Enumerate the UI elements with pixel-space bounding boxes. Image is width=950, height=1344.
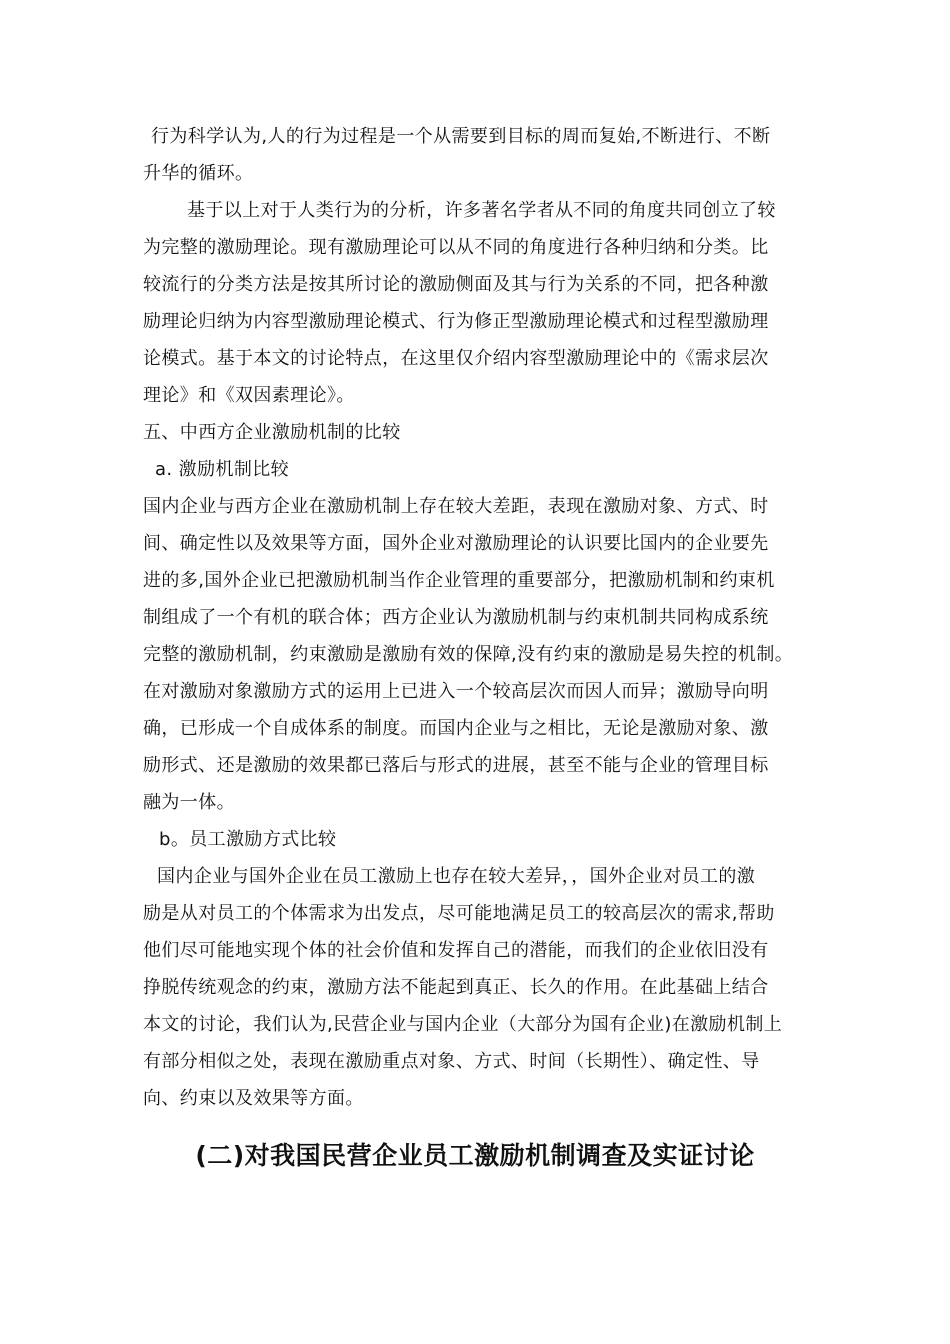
text-line: 基于以上对于人类行为的分析，许多著名学者从不同的角度共同创立了较 bbox=[187, 200, 776, 221]
text-line: 励形式、还是激励的效果都已落后与形式的进展，甚至不能与企业的管理目标 bbox=[143, 755, 769, 776]
text-line: 有部分相似之处，表现在激励重点对象、方式、时间（长期性）、确定性、导 bbox=[143, 1051, 760, 1072]
subsection-heading-b: b。员工激励方式比较 bbox=[159, 829, 337, 850]
text-line: 融为一体。 bbox=[143, 792, 235, 813]
text-line: 本文的讨论，我们认为,民营企业与国内企业（大部分为国有企业)在激励机制上 bbox=[143, 1014, 783, 1035]
section-title: (二)对我国民营企业员工激励机制调查及实证讨论 bbox=[195, 1141, 755, 1170]
text-line: 国内企业与国外企业在员工激励上也存在较大差异，，国外企业对员工的激 bbox=[157, 866, 756, 887]
body-text bbox=[143, 118, 815, 1117]
text-line: 挣脱传统观念的约束，激励方法不能起到真正、长久的作用。在此基础上结合 bbox=[143, 977, 769, 998]
text-line: 确，已形成一个自成体系的制度。而国内企业与之相比，无论是激励对象、激 bbox=[143, 718, 769, 739]
text-line: 升华的循环。 bbox=[143, 163, 254, 184]
text-line: 在对激励对象激励方式的运用上已进入一个较高层次而因人而异；激励导向明 bbox=[143, 681, 769, 702]
subsection-heading-a: a. 激励机制比较 bbox=[155, 459, 290, 480]
paragraph-behavior-science bbox=[143, 118, 815, 192]
text-line: 完整的激励机制，约束激励是激励有效的保障,没有约束的激励是易失控的机制。 bbox=[143, 644, 794, 665]
text-line: 较流行的分类方法是按其所讨论的激励侧面及其与行为关系的不同，把各种激 bbox=[143, 274, 769, 295]
paragraph-motivation-theory bbox=[143, 192, 815, 414]
text-line: 行为科学认为,人的行为过程是一个从需要到目标的周而复始,不断进行、不断 bbox=[151, 126, 771, 147]
text-line: 向、约束以及效果等方面。 bbox=[143, 1088, 364, 1109]
text-line: 进的多,国外企业已把激励机制当作企业管理的重要部分，把激励机制和约束机 bbox=[143, 570, 775, 591]
text-line: 他们尽可能地实现个体的社会价值和发挥自己的潜能，而我们的企业依旧没有 bbox=[143, 940, 769, 961]
paragraph-mechanism-comparison bbox=[143, 488, 815, 821]
paragraph-employee-incentive bbox=[143, 858, 815, 1117]
text-line: 励是从对员工的个体需求为出发点，尽可能地满足员工的较高层次的需求,帮助 bbox=[143, 903, 775, 924]
text-line: 为完整的激励理论。现有激励理论可以从不同的角度进行各种归纳和分类。比 bbox=[143, 237, 769, 258]
text-line: 国内企业与西方企业在激励机制上存在较大差距，表现在激励对象、方式、时 bbox=[143, 496, 769, 517]
text-line: 间、确定性以及效果等方面，国外企业对激励理论的认识要比国内的企业要先 bbox=[143, 533, 769, 554]
text-line: 励理论归纳为内容型激励理论模式、行为修正型激励理论模式和过程型激励理 bbox=[143, 311, 769, 332]
text-line: 理论》和《双因素理论》。 bbox=[143, 385, 355, 406]
section-heading-5: 五、中西方企业激励机制的比较 bbox=[143, 422, 401, 443]
text-line: 论模式。基于本文的讨论特点，在这里仅介绍内容型激励理论中的《需求层次 bbox=[143, 348, 769, 369]
text-line: 制组成了一个有机的联合体；西方企业认为激励机制与约束机制共同构成系统 bbox=[143, 607, 769, 628]
